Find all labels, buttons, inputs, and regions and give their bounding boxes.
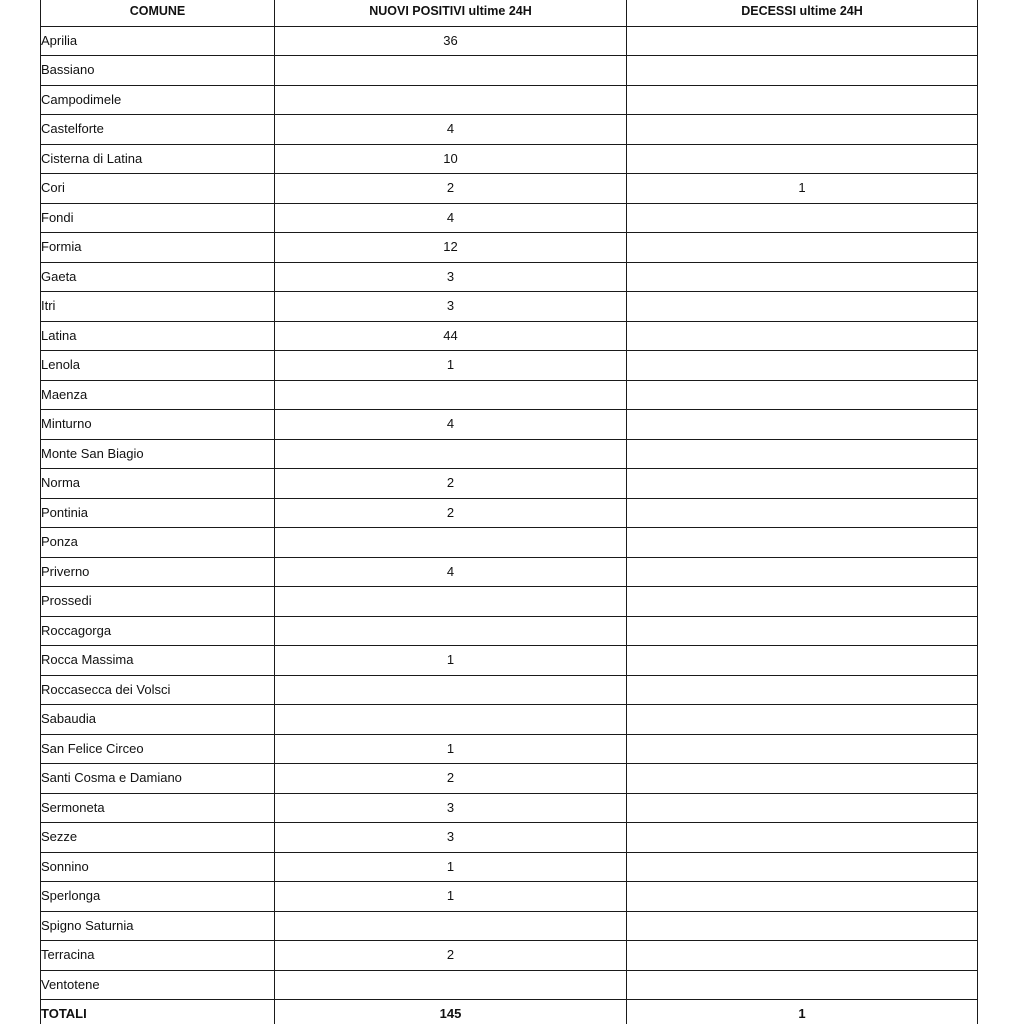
cell-decessi: [627, 233, 978, 263]
cell-comune: Campodimele: [41, 85, 275, 115]
cell-positivi: 1: [275, 882, 627, 912]
table-row: [41, 292, 978, 322]
cell-comune: Lenola: [41, 351, 275, 381]
table-row: [41, 823, 978, 853]
cell-comune: Formia: [41, 233, 275, 263]
cell-comune: Roccasecca dei Volsci: [41, 675, 275, 705]
header-nuovi-positivi: NUOVI POSITIVI ultime 24H: [275, 0, 627, 26]
cell-decessi: [627, 262, 978, 292]
cell-positivi: 4: [275, 203, 627, 233]
cell-positivi: 2: [275, 764, 627, 794]
table-row: [41, 675, 978, 705]
cell-positivi: 44: [275, 321, 627, 351]
cell-comune: Rocca Massima: [41, 646, 275, 676]
table-row: [41, 115, 978, 145]
table-row: [41, 587, 978, 617]
cell-positivi: [275, 85, 627, 115]
cell-decessi: [627, 56, 978, 86]
cell-positivi: 2: [275, 941, 627, 971]
cell-positivi: [275, 587, 627, 617]
cell-comune: San Felice Circeo: [41, 734, 275, 764]
cell-positivi: [275, 911, 627, 941]
cell-positivi: [275, 970, 627, 1000]
cell-decessi: [627, 882, 978, 912]
cell-decessi: [627, 911, 978, 941]
table-row: [41, 852, 978, 882]
cell-decessi: [627, 587, 978, 617]
cell-decessi: [627, 970, 978, 1000]
cell-comune: Sezze: [41, 823, 275, 853]
cell-decessi: [627, 616, 978, 646]
cell-decessi: [627, 85, 978, 115]
table-row: [41, 262, 978, 292]
table-row: [41, 144, 978, 174]
cell-comune: Prossedi: [41, 587, 275, 617]
table-row: [41, 528, 978, 558]
cell-decessi: [627, 646, 978, 676]
cell-comune: Sermoneta: [41, 793, 275, 823]
table-row: [41, 233, 978, 263]
table-row: [41, 439, 978, 469]
cell-decessi: [627, 144, 978, 174]
table-row: [41, 380, 978, 410]
table-row: [41, 351, 978, 381]
cell-positivi: 4: [275, 557, 627, 587]
totals-label: TOTALI: [41, 1000, 275, 1024]
cell-positivi: 4: [275, 410, 627, 440]
cell-comune: Sonnino: [41, 852, 275, 882]
cell-comune: Castelforte: [41, 115, 275, 145]
table-row: [41, 970, 978, 1000]
cell-positivi: 3: [275, 793, 627, 823]
table-row: [41, 705, 978, 735]
comuni-table: [40, 0, 978, 1024]
cell-decessi: [627, 292, 978, 322]
cell-decessi: [627, 705, 978, 735]
cell-decessi: [627, 734, 978, 764]
cell-positivi: 3: [275, 292, 627, 322]
cell-comune: Ponza: [41, 528, 275, 558]
table-row: [41, 941, 978, 971]
cell-comune: Sperlonga: [41, 882, 275, 912]
cell-positivi: [275, 56, 627, 86]
cell-comune: Monte San Biagio: [41, 439, 275, 469]
table-row: [41, 646, 978, 676]
table-row: [41, 911, 978, 941]
cell-positivi: [275, 616, 627, 646]
cell-decessi: [627, 203, 978, 233]
table-row: [41, 882, 978, 912]
cell-comune: Cisterna di Latina: [41, 144, 275, 174]
cell-positivi: 1: [275, 646, 627, 676]
cell-decessi: [627, 764, 978, 794]
cell-positivi: [275, 380, 627, 410]
cell-comune: Norma: [41, 469, 275, 499]
table-row: [41, 26, 978, 56]
cell-decessi: [627, 823, 978, 853]
table-row: [41, 469, 978, 499]
cell-decessi: [627, 439, 978, 469]
cell-positivi: [275, 705, 627, 735]
table-header-row: [41, 0, 978, 26]
cell-comune: Maenza: [41, 380, 275, 410]
table-row: [41, 410, 978, 440]
cell-positivi: 12: [275, 233, 627, 263]
cell-comune: Fondi: [41, 203, 275, 233]
cell-decessi: [627, 528, 978, 558]
table-row: [41, 56, 978, 86]
cell-decessi: [627, 852, 978, 882]
cell-decessi: [627, 410, 978, 440]
cell-comune: Aprilia: [41, 26, 275, 56]
cell-comune: Gaeta: [41, 262, 275, 292]
cell-positivi: [275, 439, 627, 469]
cell-decessi: [627, 351, 978, 381]
header-comune: COMUNE: [41, 0, 275, 26]
cell-decessi: [627, 321, 978, 351]
table-row: [41, 734, 978, 764]
cell-decessi: [627, 380, 978, 410]
cell-positivi: [275, 675, 627, 705]
cell-comune: Latina: [41, 321, 275, 351]
table-row: [41, 85, 978, 115]
cell-decessi: [627, 115, 978, 145]
totals-positivi: 145: [275, 1000, 627, 1024]
cell-positivi: 3: [275, 262, 627, 292]
cell-comune: Sabaudia: [41, 705, 275, 735]
table-row: [41, 498, 978, 528]
cell-comune: Priverno: [41, 557, 275, 587]
cell-positivi: [275, 528, 627, 558]
cell-decessi: [627, 469, 978, 499]
cell-comune: Ventotene: [41, 970, 275, 1000]
header-decessi: DECESSI ultime 24H: [627, 0, 978, 26]
cell-decessi: [627, 675, 978, 705]
cell-positivi: 1: [275, 852, 627, 882]
totals-row: [41, 1000, 978, 1024]
cell-positivi: 2: [275, 174, 627, 204]
table-row: [41, 764, 978, 794]
cell-comune: Bassiano: [41, 56, 275, 86]
cell-positivi: 10: [275, 144, 627, 174]
cell-comune: Terracina: [41, 941, 275, 971]
cell-decessi: [627, 26, 978, 56]
cell-positivi: 3: [275, 823, 627, 853]
table-row: [41, 793, 978, 823]
cell-decessi: [627, 793, 978, 823]
cell-comune: Itri: [41, 292, 275, 322]
cell-positivi: 2: [275, 498, 627, 528]
cell-comune: Cori: [41, 174, 275, 204]
table-row: [41, 174, 978, 204]
cell-positivi: 1: [275, 734, 627, 764]
cell-comune: Minturno: [41, 410, 275, 440]
cell-decessi: 1: [627, 174, 978, 204]
table-row: [41, 321, 978, 351]
cell-positivi: 36: [275, 26, 627, 56]
cell-decessi: [627, 557, 978, 587]
cell-positivi: 1: [275, 351, 627, 381]
cell-comune: Pontinia: [41, 498, 275, 528]
table-row: [41, 203, 978, 233]
cell-positivi: 4: [275, 115, 627, 145]
cell-decessi: [627, 498, 978, 528]
cell-decessi: [627, 941, 978, 971]
cell-comune: Santi Cosma e Damiano: [41, 764, 275, 794]
cell-comune: Roccagorga: [41, 616, 275, 646]
totals-decessi: 1: [627, 1000, 978, 1024]
table-row: [41, 616, 978, 646]
table-row: [41, 557, 978, 587]
cell-comune: Spigno Saturnia: [41, 911, 275, 941]
table-body: [41, 26, 978, 1024]
cell-positivi: 2: [275, 469, 627, 499]
